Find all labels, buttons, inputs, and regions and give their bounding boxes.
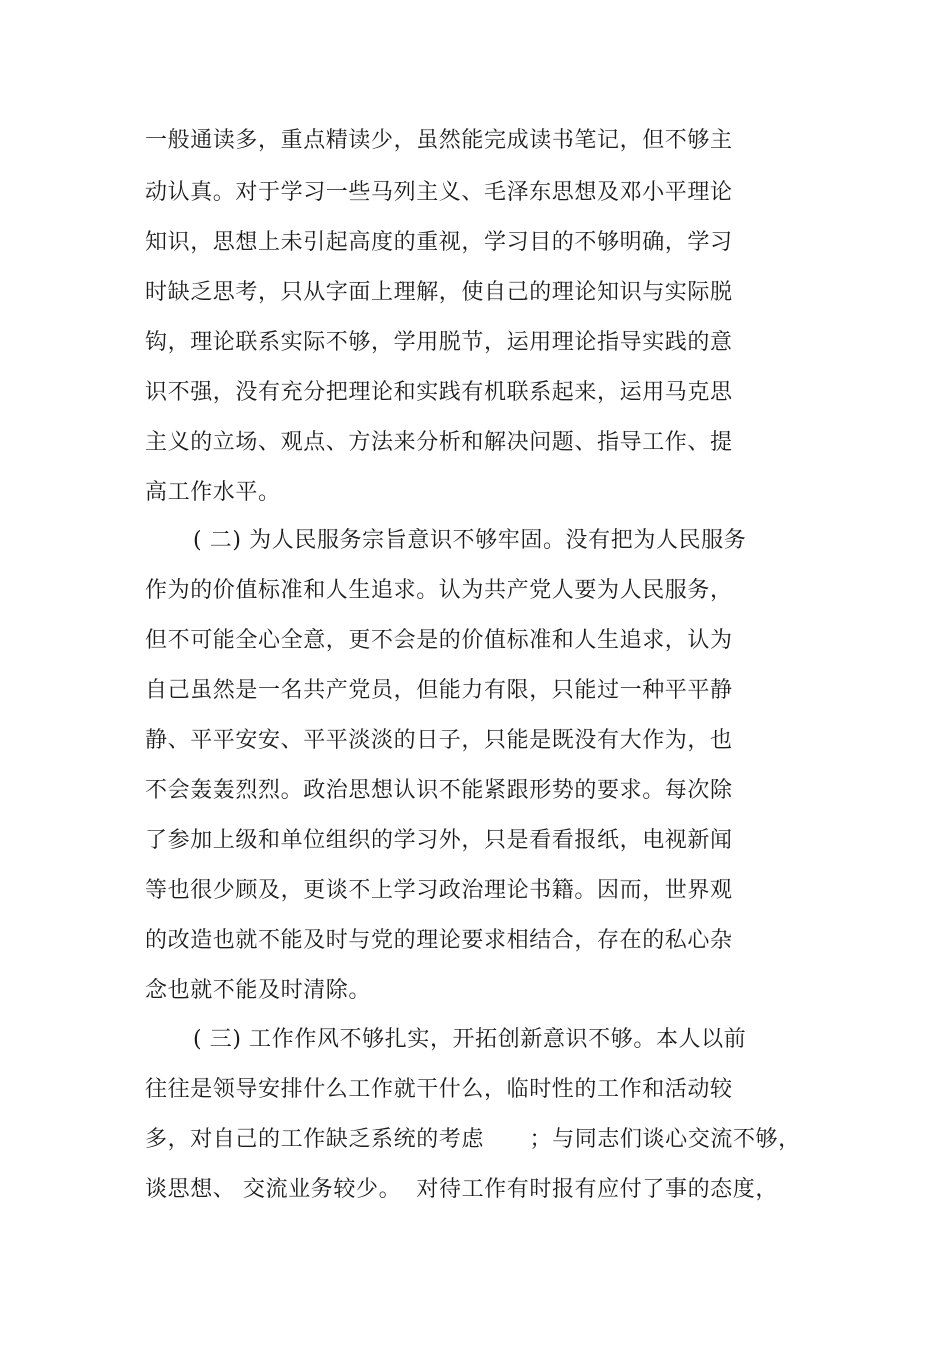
text-line: 自己虽然是一名共产党员，但能力有限，只能过一种平平静 xyxy=(145,678,733,703)
text-line: 钩，理论联系实际不够，学用脱节，运用理论指导实践的意 xyxy=(145,330,733,355)
text-line: 主义的立场、观点、方法来分析和解决问题、指导工作、提 xyxy=(145,430,733,455)
text-line: 等也很少顾及，更谈不上学习政治理论书籍。因而，世界观 xyxy=(145,878,733,903)
text-line: 谈思想、 交流业务较少。 对待工作有时报有应付了事的态度， xyxy=(145,1177,778,1202)
text-line: 时缺乏思考，只从字面上理解，使自己的理论知识与实际脱 xyxy=(145,280,733,305)
text-line: 但不可能全心全意，更不会是的价值标准和人生追求，认为 xyxy=(145,628,733,653)
paragraph-heading: ( 三) 工作作风不够扎实，开拓创新意识不够。本人以前 xyxy=(193,1027,747,1052)
text-line: 作为的价值标准和人生追求。认为共产党人要为人民服务， xyxy=(145,578,733,603)
paragraph-heading: ( 二) 为人民服务宗旨意识不够牢固。没有把为人民服务 xyxy=(193,528,747,553)
text-line: 的改造也就不能及时与党的理论要求相结合，存在的私心杂 xyxy=(145,928,733,953)
text-line: 念也就不能及时清除。 xyxy=(145,978,372,1003)
text-line: 往往是领导安排什么工作就干什么，临时性的工作和活动较 xyxy=(145,1077,733,1102)
text-line: 动认真。对于学习一些马列主义、毛泽东思想及邓小平理论 xyxy=(145,180,733,205)
text-line: 了参加上级和单位组织的学习外，只是看看报纸，电视新闻 xyxy=(145,828,733,853)
text-line: 多，对自己的工作缺乏系统的考虑 ；与同志们谈心交流不够， xyxy=(145,1127,801,1152)
text-line: 高工作水平。 xyxy=(145,480,281,505)
text-line: 一般通读多，重点精读少，虽然能完成读书笔记，但不够主 xyxy=(145,128,733,153)
text-line: 静、平平安安、平平淡淡的日子，只能是既没有大作为，也 xyxy=(145,728,733,753)
text-line: 识不强，没有充分把理论和实践有机联系起来，运用马克思 xyxy=(145,380,733,405)
text-line: 知识，思想上未引起高度的重视，学习目的不够明确，学习 xyxy=(145,230,733,255)
text-line: 不会轰轰烈烈。政治思想认识不能紧跟形势的要求。每次除 xyxy=(145,778,733,803)
